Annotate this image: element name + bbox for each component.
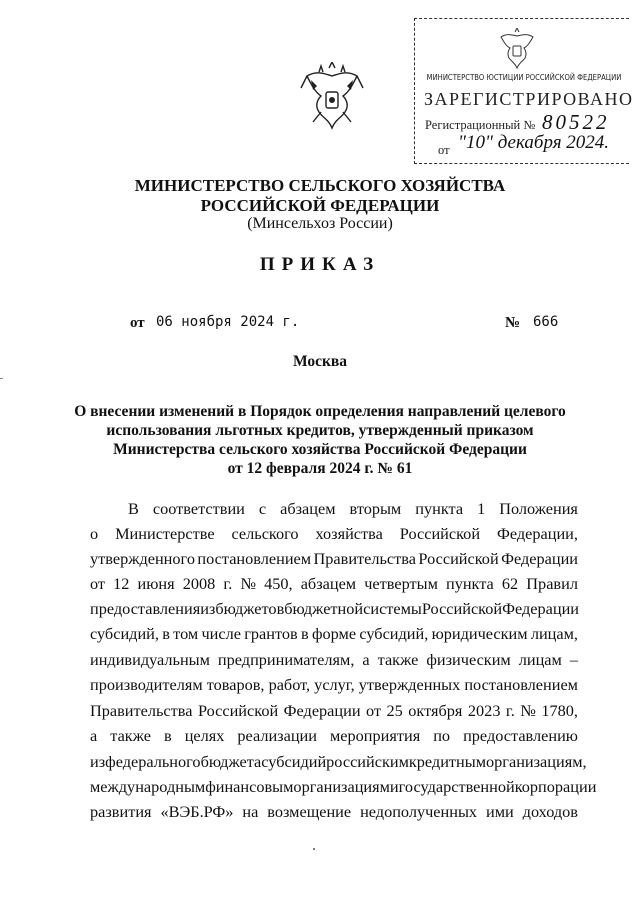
body-line — [90, 701, 578, 721]
body-word: в — [301, 624, 309, 643]
body-word: федерального — [105, 752, 201, 771]
body-word: хозяйства — [315, 524, 383, 543]
body-word: физическим — [426, 650, 511, 669]
ministry-short-name: (Минсельхоз России) — [247, 215, 393, 232]
number-value: 666 — [533, 314, 559, 330]
body-line — [128, 499, 578, 519]
body-word: корпорации — [514, 777, 597, 796]
body-word: 1 — [477, 499, 486, 518]
scan-speck — [313, 848, 315, 850]
body-word: утвержденного — [90, 549, 195, 568]
body-word: субсидий — [261, 752, 327, 771]
body-word: форме — [311, 624, 357, 643]
date-value: 06 ноября 2024 г. — [156, 314, 300, 330]
body-line — [90, 675, 578, 695]
body-word: сельского — [231, 524, 299, 543]
body-word: Российской — [197, 701, 279, 720]
body-word: 12 — [113, 574, 130, 593]
body-word: постановлением — [197, 549, 312, 568]
body-word: системы — [363, 599, 422, 618]
body-word: услуг, — [314, 675, 355, 694]
body-word: с — [258, 499, 267, 518]
body-word: лицам — [518, 650, 562, 669]
body-word: постановлением — [464, 675, 578, 694]
body-word: четвертым — [364, 574, 438, 593]
body-word: Федерации — [283, 701, 361, 720]
body-word: возмещение — [267, 802, 352, 821]
body-word: пункта — [445, 574, 494, 593]
body-word: Российской — [399, 524, 481, 543]
body-word: производителям — [90, 675, 203, 694]
body-line — [90, 574, 578, 594]
body-word: из — [200, 599, 216, 618]
body-word: также — [110, 726, 151, 745]
stamp-ministry-name: МИНИСТЕРСТВО ЮСТИЦИИ РОССИЙСКОЙ ФЕДЕРАЦИИ — [426, 73, 622, 82]
body-word: развития — [90, 802, 152, 821]
body-word: 450, — [264, 574, 293, 593]
body-word: Федерации — [501, 549, 578, 568]
body-word: индивидуальным — [90, 650, 210, 669]
body-word: «ВЭБ.РФ» — [160, 802, 234, 821]
body-line — [90, 650, 578, 670]
body-word: ими — [485, 802, 514, 821]
body-word: Российской — [418, 549, 499, 568]
body-line — [90, 524, 578, 544]
body-word: работ, — [268, 675, 311, 694]
body-word: июня — [137, 574, 175, 593]
title-line: использования льготных кредитов, утвержденный приказом — [106, 422, 534, 439]
body-word: Федерации, — [496, 524, 578, 543]
body-word: – — [569, 650, 578, 669]
coat-of-arms-emblem — [297, 62, 367, 134]
body-word: Российской — [421, 599, 503, 618]
city: Москва — [292, 353, 348, 370]
body-line — [90, 777, 597, 797]
body-word: международным — [90, 777, 206, 796]
body-word: Положения — [499, 499, 578, 518]
body-word: Правил — [526, 574, 578, 593]
body-word: пункта — [415, 499, 464, 518]
body-word: грантов — [244, 624, 298, 643]
body-word: 62 — [501, 574, 519, 593]
body-word: лицам, — [530, 624, 578, 643]
document-type-heading: ПРИКАЗ — [259, 254, 381, 275]
body-word: из — [90, 752, 106, 771]
body-word: Министерстве — [115, 524, 215, 543]
body-word: субсидий, — [90, 624, 159, 643]
body-word: 1780, — [541, 701, 578, 720]
body-word: целях — [184, 726, 225, 745]
body-word: абзацем — [300, 574, 357, 593]
body-word: том — [173, 624, 199, 643]
body-word: от — [90, 574, 106, 593]
body-line — [90, 624, 578, 644]
body-word: 2008 — [182, 574, 216, 593]
body-word: в — [163, 726, 172, 745]
body-word: предоставлению — [463, 726, 578, 745]
body-word: числе — [201, 624, 241, 643]
body-word: о — [90, 524, 99, 543]
date-label: от — [130, 315, 145, 331]
scan-edge-mark — [0, 378, 3, 379]
body-word: абзацем — [280, 499, 336, 518]
body-word: в — [162, 624, 170, 643]
body-word: также — [377, 650, 419, 669]
body-word: соответствии — [152, 499, 245, 518]
body-word: предоставления — [90, 599, 201, 618]
body-word: недополученных — [360, 802, 478, 821]
ministry-name-line1: МИНИСТЕРСТВО СЕЛЬСКОГО ХОЗЯЙСТВА — [134, 176, 506, 195]
body-word: реализации — [237, 726, 317, 745]
body-word: Федерации — [502, 599, 580, 618]
body-word: предпринимателям, — [217, 650, 355, 669]
body-word: Правительства — [313, 549, 416, 568]
stamp-reg-number-handwritten: 80522 — [542, 110, 610, 134]
body-word: доходов — [522, 802, 578, 821]
body-word: товаров, — [206, 675, 265, 694]
body-word: № — [240, 574, 256, 593]
body-word: В — [128, 499, 139, 518]
stamp-reg-number-label: Регистрационный № — [425, 118, 536, 132]
stamp-registered-label: ЗАРЕГИСТРИРОВАНО — [424, 89, 634, 109]
body-word: и — [389, 777, 399, 796]
ministry-name-line2: РОССИЙСКОЙ ФЕДЕРАЦИИ — [200, 196, 440, 215]
body-word: на — [242, 802, 259, 821]
body-word: бюджетной — [284, 599, 364, 618]
stamp-date-prefix: от — [438, 143, 450, 157]
body-word: г. — [505, 701, 515, 720]
body-line — [90, 726, 578, 746]
body-line — [90, 802, 578, 822]
body-line — [90, 549, 578, 569]
body-word: 2023 — [467, 701, 501, 720]
body-word: вторым — [349, 499, 402, 518]
body-word: утвержденных — [358, 675, 461, 694]
title-line: от 12 февраля 2024 г. № 61 — [227, 460, 413, 477]
body-word: организациям — [293, 777, 390, 796]
body-line — [90, 599, 578, 619]
body-word: бюджета — [200, 752, 262, 771]
body-word: субсидий, — [359, 624, 429, 643]
body-word: а — [90, 726, 98, 745]
number-label: № — [505, 315, 521, 331]
body-word: бюджетов — [215, 599, 285, 618]
body-word: государственной — [398, 777, 515, 796]
title-line: Министерства сельского хозяйства Российской Федерации — [113, 441, 527, 458]
body-word: № — [520, 701, 536, 720]
body-word: кредитным — [408, 752, 487, 771]
body-word: финансовым — [205, 777, 294, 796]
body-word: юридическим — [431, 624, 528, 643]
body-word: октября — [408, 701, 463, 720]
title-line: О внесении изменений в Порядок определения направлений целевого — [74, 403, 566, 420]
body-word: российским — [326, 752, 409, 771]
body-word: Правительства — [90, 701, 193, 720]
body-word: организациям, — [486, 752, 587, 771]
body-line — [90, 752, 587, 772]
body-word: 25 — [386, 701, 403, 720]
stamp-emblem-icon — [496, 28, 538, 70]
body-word: по — [433, 726, 451, 745]
body-word: г. — [223, 574, 233, 593]
body-word: а — [362, 650, 370, 669]
stamp-date-handwritten: "10" декабря 2024. — [458, 132, 610, 153]
body-word: от — [366, 701, 382, 720]
body-word: мероприятия — [330, 726, 421, 745]
